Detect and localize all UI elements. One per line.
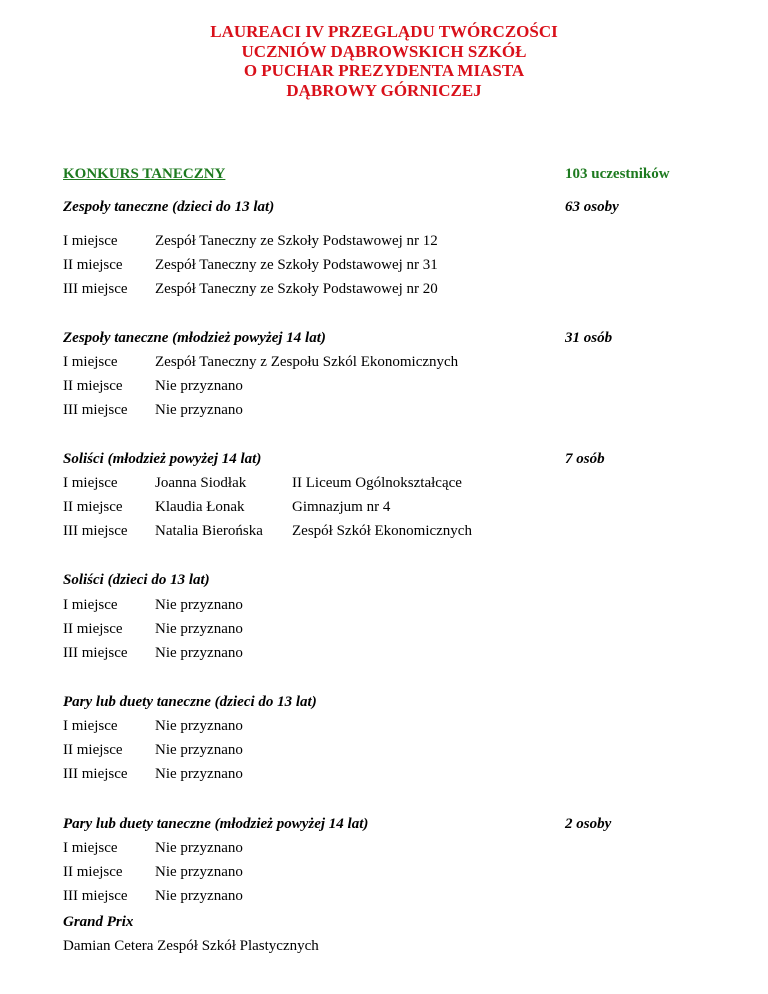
winner-name: Zespół Taneczny ze Szkoły Podstawowej nr 20 (155, 281, 438, 297)
place-label: I miejsce (63, 475, 118, 491)
title-line: LAUREACI IV PRZEGLĄDU TWÓRCZOŚCI (210, 22, 558, 41)
section-count: 63 osoby (565, 199, 619, 215)
winner-school: II Liceum Ogólnokształcące (292, 475, 462, 491)
winner-name: Nie przyznano (155, 378, 243, 394)
winner-name: Nie przyznano (155, 597, 243, 613)
winner-name: Zespół Taneczny z Zespołu Szkól Ekonomicznych (155, 354, 459, 370)
winner-name: Nie przyznano (155, 402, 243, 418)
contest-participants: 103 uczestników (565, 166, 670, 182)
section-count: 31 osób (565, 330, 613, 346)
place-label: I miejsce (63, 354, 118, 370)
section-count: 7 osób (565, 451, 605, 467)
winner-name: Nie przyznano (155, 840, 243, 856)
winner-name: Nie przyznano (155, 645, 243, 661)
winner-name: Nie przyznano (155, 864, 243, 880)
title-line: O PUCHAR PREZYDENTA MIASTA (243, 61, 525, 80)
place-label: III miejsce (63, 645, 128, 661)
place-label: I miejsce (63, 597, 118, 613)
winner-name: Joanna Siodłak (155, 475, 247, 491)
place-label: II miejsce (63, 499, 123, 515)
winner-school: Zespół Szkół Ekonomicznych (292, 523, 472, 539)
section-title: Pary lub duety taneczne (młodzież powyżej 14 lat) (63, 816, 369, 832)
section-title: Zespoły taneczne (młodzież powyżej 14 lat) (63, 330, 326, 346)
grand-prix-title: Grand Prix (63, 914, 134, 930)
winner-name: Zespół Taneczny ze Szkoły Podstawowej nr 31 (155, 257, 438, 273)
place-label: II miejsce (63, 257, 123, 273)
place-label: III miejsce (63, 888, 128, 904)
place-label: II miejsce (63, 621, 123, 637)
winner-name: Nie przyznano (155, 718, 243, 734)
winner-name: Klaudia Łonak (155, 499, 245, 515)
winner-name: Nie przyznano (155, 888, 243, 904)
winner-name: Nie przyznano (155, 742, 243, 758)
winner-school: Gimnazjum nr 4 (292, 499, 391, 515)
place-label: III miejsce (63, 523, 128, 539)
place-label: I miejsce (63, 718, 118, 734)
section-count: 2 osoby (565, 816, 612, 832)
place-label: II miejsce (63, 864, 123, 880)
title-line: UCZNIÓW DĄBROWSKICH SZKÓŁ (241, 41, 527, 61)
document-title (0, 22, 768, 100)
section-title: Pary lub duety taneczne (dzieci do 13 lat) (63, 694, 317, 710)
section-title: Soliści (młodzież powyżej 14 lat) (63, 451, 262, 467)
place-label: III miejsce (63, 402, 128, 418)
title-line: DĄBROWY GÓRNICZEJ (286, 80, 482, 100)
place-label: III miejsce (63, 766, 128, 782)
winner-name: Nie przyznano (155, 621, 243, 637)
winner-name: Zespół Taneczny ze Szkoły Podstawowej nr 12 (155, 233, 438, 249)
place-label: III miejsce (63, 281, 128, 297)
section-title: Soliści (dzieci do 13 lat) (63, 572, 210, 588)
section-title: Zespoły taneczne (dzieci do 13 lat) (63, 199, 275, 215)
winner-name: Nie przyznano (155, 766, 243, 782)
place-label: II miejsce (63, 378, 123, 394)
winner-name: Natalia Bierońska (155, 523, 263, 539)
grand-prix-winner: Damian Cetera Zespół Szkół Plastycznych (63, 938, 319, 954)
contest-name: KONKURS TANECZNY (63, 166, 226, 182)
place-label: I miejsce (63, 840, 118, 856)
place-label: I miejsce (63, 233, 118, 249)
place-label: II miejsce (63, 742, 123, 758)
